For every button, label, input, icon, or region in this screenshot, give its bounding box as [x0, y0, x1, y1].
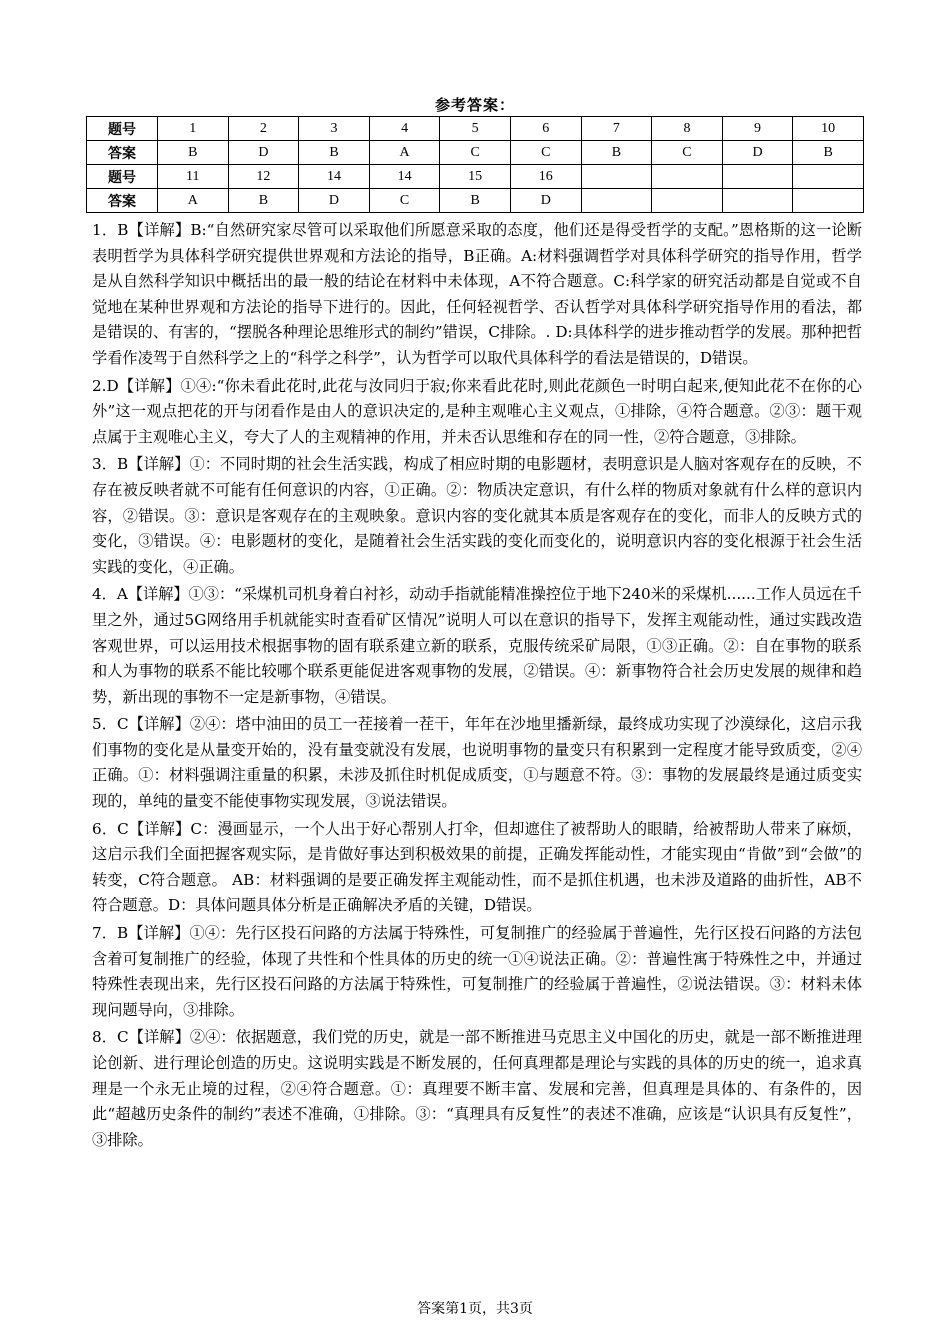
explanations: [92, 218, 862, 1155]
table-cell: C: [652, 141, 723, 165]
table-cell: A: [158, 189, 229, 213]
table-row: [87, 117, 864, 141]
explanation-paragraph: 3．B【详解】①：不同时期的社会生活实践，构成了相应时期的电影题材，表明意识是人脑对客观存在的反映，不存在被反映者就不可能有任何意识的内容，①正确。②：物质决定意识，有什么样的物质对象就有什么样的意识内容，②错误。③：意识是客观存在的主观映象。意识内容的变化就其本质是客观存在的变化，而非人的反映方式的变化，③错误。④：电影题材的变化，是随着社会生活实践的变化而变化的，说明意识内容的变化根源于社会生活实践的变化，④正确。: [92, 455, 862, 576]
table-cell: D: [510, 189, 581, 213]
table-cell: 8: [652, 117, 723, 141]
explanation-paragraph: 4．A【详解】①③：“采煤机司机身着白衬衫，动动手指就能精准操控位于地下240米的采煤机......工作人员远在千里之外，通过5G网络用手机就能实时查看矿区情况”说明人可以在意识的指导下，发挥主观能动性，通过实践改造客观世界，可以运用技术根据事物的固有联系建立新的联系，克服传统采矿局限，①③正确。②：自在事物的联系和人为事物的联系不能比较哪个联系更能促进客观事物的发展，②错误。④：新事物符合社会历史发展的规律和趋势，新出现的事物不一定是新事物，④错误。: [92, 585, 862, 706]
table-row: [87, 141, 864, 165]
table-cell: [652, 165, 723, 189]
table-cell: B: [228, 189, 299, 213]
table-cell: 2: [228, 117, 299, 141]
row-label: 题号: [87, 165, 158, 189]
table-cell: C: [510, 141, 581, 165]
answer-table: [86, 116, 864, 213]
table-cell: B: [299, 141, 370, 165]
table-cell: 12: [228, 165, 299, 189]
table-cell: C: [369, 189, 440, 213]
table-cell: [581, 189, 652, 213]
table-cell: [793, 189, 864, 213]
row-label: 答案: [87, 189, 158, 213]
row-label: 题号: [87, 117, 158, 141]
table-cell: 14: [369, 165, 440, 189]
table-row: [87, 165, 864, 189]
table-cell: 3: [299, 117, 370, 141]
table-cell: 9: [722, 117, 793, 141]
table-cell: 16: [510, 165, 581, 189]
table-cell: B: [158, 141, 229, 165]
table-cell: [722, 165, 793, 189]
table-cell: 4: [369, 117, 440, 141]
table-cell: B: [581, 141, 652, 165]
table-cell: D: [722, 141, 793, 165]
table-cell: 15: [440, 165, 511, 189]
table-cell: B: [793, 141, 864, 165]
page-footer: 答案第1页，共3页: [417, 1301, 533, 1317]
table-cell: [793, 165, 864, 189]
table-cell: 10: [793, 117, 864, 141]
page-title: 参考答案：: [434, 96, 515, 114]
table-cell: [652, 189, 723, 213]
table-cell: D: [228, 141, 299, 165]
explanation-paragraph: 7．B【详解】①④：先行区投石问路的方法属于特殊性，可复制推广的经验属于普遍性，先行区投石问路的方法包含着可复制推广的经验，体现了共性和个性具体的历史的统一①④说法正确。②：普遍性寓于特殊性之中，并通过特殊性表现出来，先行区投石问路的方法属于特殊性，可复制推广的经验属于普遍性，②说法错误。③：材料未体现问题导向，③排除。: [92, 924, 862, 1019]
table-cell: 7: [581, 117, 652, 141]
table-cell: A: [369, 141, 440, 165]
explanation-paragraph: 8．C【详解】②④：依据题意，我们党的历史，就是一部不断推进马克思主义中国化的历史，就是一部不断推进理论创新、进行理论创造的历史。这说明实践是不断发展的，任何真理都是理论与实践的具体的历史的统一，追求真理是一个永无止境的过程，②④符合题意。①：真理要不断丰富、发展和完善，但真理是具体的、有条件的，因此“超越历史条件的制约”表述不准确，①排除。③：“真理具有反复性”的表述不准确，应该是“认识具有反复性”，③排除。: [92, 1028, 862, 1149]
table-cell: 14: [299, 165, 370, 189]
table-row: [87, 189, 864, 213]
explanation-paragraph: 1．B【详解】B:“自然研究家尽管可以采取他们所愿意采取的态度，他们还是得受哲学的支配。”恩格斯的这一论断表明哲学为具体科学研究提供世界观和方法论的指导，B正确。A:材料强调哲学对具体科学研究的指导作用，哲学是从自然科学知识中概括出的最一般的结论在材料中未体现，A不符合题意。C:科学家的研究活动都是自觉或不自觉地在某种世界观和方法论的指导下进行的。因此，任何轻视哲学、否认哲学对具体科学研究指导作用的看法，都是错误的、有害的，“摆脱各种理论思维形式的制约”错误，C排除。. D:具体科学的进步推动哲学的发展。那种把哲学看作凌驾于自然科学之上的“科学之科学”，认为哲学可以取代具体科学的看法是错误的，D错误。: [92, 221, 862, 367]
explanation-paragraph: 6．C【详解】C：漫画显示，一个人出于好心帮别人打伞，但却遮住了被帮助人的眼睛，给被帮助人带来了麻烦，这启示我们全面把握客观实际，是肯做好事达到积极效果的前提，正确发挥能动性，才能实现由“肯做”到“会做”的转变，C符合题意。 AB：材料强调的是要正确发挥主观能动性，而不是抓住机遇，也未涉及道路的曲折性，AB不符合题意。D：具体问题具体分析是正确解决矛盾的关键，D错误。: [92, 819, 862, 915]
explanation-paragraph: 2.D【详解】①④:“你未看此花时,此花与汝同归于寂;你来看此花时,则此花颜色一时明白起来,便知此花不在你的心外”这一观点把花的开与闭看作是由人的意识决定的,是种主观唯心主义观点，①排除，④符合题意。②③：题干观点属于主观唯心主义，夸大了人的主观精神的作用，并未否认思维和存在的同一性，②符合题意，③排除。: [92, 376, 862, 446]
table-cell: [722, 189, 793, 213]
table-cell: B: [440, 189, 511, 213]
table-cell: 5: [440, 117, 511, 141]
table-cell: 11: [158, 165, 229, 189]
table-cell: 1: [158, 117, 229, 141]
table-cell: D: [299, 189, 370, 213]
row-label: 答案: [87, 141, 158, 165]
table-cell: C: [440, 141, 511, 165]
table-cell: 6: [510, 117, 581, 141]
table-cell: [581, 165, 652, 189]
explanation-paragraph: 5．C【详解】②④：塔中油田的员工一茬接着一茬干，年年在沙地里播新绿，最终成功实现了沙漠绿化，这启示我们事物的变化是从量变开始的，没有量变就没有发展，也说明事物的量变只有积累到一定程度才能导致质变，②④正确。①：材料强调注重量的积累，未涉及抓住时机促成质变，①与题意不符。③：事物的发展最终是通过质变实现的，单纯的量变不能使事物实现发展，③说法错误。: [92, 715, 862, 811]
